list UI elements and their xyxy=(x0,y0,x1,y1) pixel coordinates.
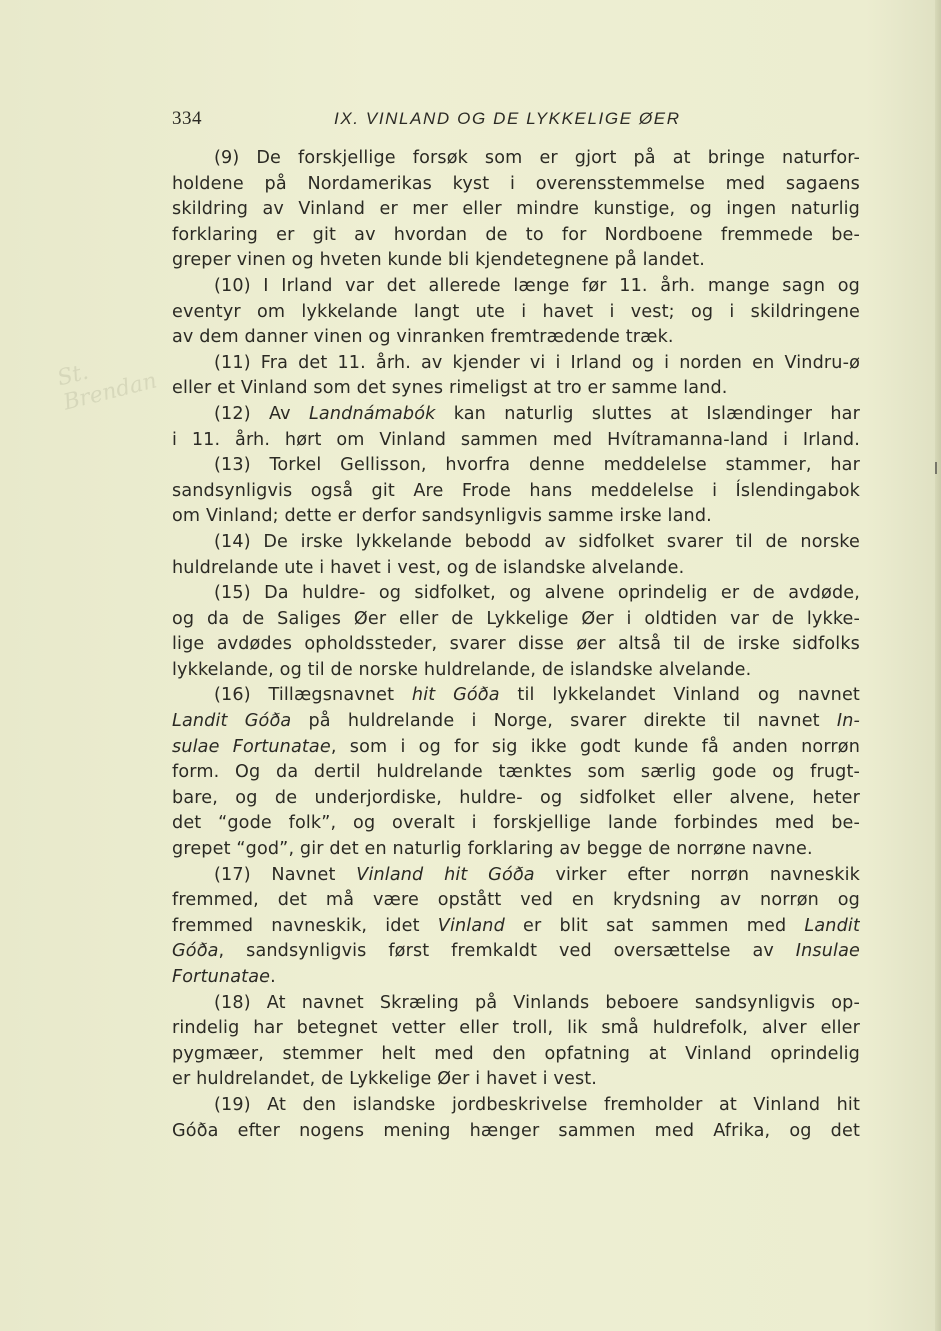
italic-term: hit Góða xyxy=(411,685,500,706)
italic-term: Landnámabók xyxy=(308,403,436,424)
text-line: det “gode folk”, og overalt i forskjellige lande forbindes med be- xyxy=(172,813,860,834)
italic-term: Vinland xyxy=(437,915,505,936)
text-line xyxy=(172,914,860,940)
text-run: , sandsynligvis først fremkaldt ved oversættelse av xyxy=(218,941,796,962)
note-paragraph-start: (9) De forskjellige forsøk som er gjort på at bringe naturfor- xyxy=(214,148,860,168)
page-header xyxy=(172,108,862,134)
text-run: (12) Av xyxy=(214,403,309,424)
italic-term: Insulae xyxy=(795,941,860,962)
text-line: lige avdødes opholdssteder, svarer disse øer altså til de irske sidfolks xyxy=(172,634,860,655)
text-line: eller et Vinland som det synes rimeligst at tro er samme land. xyxy=(172,378,728,399)
text-line: fremmed, det må være opstått ved en krydsning av norrøn og xyxy=(172,890,860,911)
page-number: 334 xyxy=(172,108,202,129)
note-paragraph-start: (13) Torkel Gellisson, hvorfra denne meddelelse stammer, har xyxy=(214,455,860,476)
margin-mark xyxy=(935,462,937,474)
text-run: (17) Navnet xyxy=(214,864,357,885)
text-line xyxy=(172,735,860,761)
text-line: eventyr om lykkelande langt ute i havet i vest; og i skildringene xyxy=(172,301,860,322)
text-run: fremmed navneskik, idet xyxy=(172,915,438,936)
text-line: pygmæer, stemmer helt med den opfatning at Vinland oprindelig xyxy=(172,1043,860,1064)
italic-term: sulae Fortunatae xyxy=(172,736,331,757)
italic-term: Vinland hit Góða xyxy=(356,864,535,885)
text-line: greper vinen og hveten kunde bli kjendetegnene på landet. xyxy=(172,250,705,271)
text-line: rindelig har betegnet vetter eller troll, lik små huldrefolk, alver eller xyxy=(172,1018,860,1039)
italic-term: Landit Góða xyxy=(172,711,292,732)
text-line: form. Og da dertil huldrelande tænktes som særlig gode og frugt- xyxy=(172,762,860,783)
note-paragraph-start: (10) I Irland var det allerede længe før 11. årh. mange sagn og xyxy=(214,275,860,296)
text-run: til lykkelandet Vinland og navnet xyxy=(499,685,860,706)
text-run: er blit sat sammen med xyxy=(504,915,805,936)
italic-term: Fortunatae xyxy=(172,967,271,987)
text-line: Góða efter nogens mening hænger sammen med Afrika, og det xyxy=(172,1120,860,1141)
text-line: huldrelande ute i havet i vest, og de islandske alvelande. xyxy=(172,557,685,578)
note-paragraph-start xyxy=(172,402,860,428)
italic-term: In- xyxy=(836,711,860,732)
note-paragraph-start: (11) Fra det 11. årh. av kjender vi i Irland og i norden en Vindru-ø xyxy=(214,352,860,373)
text-line: er huldrelandet, de Lykkelige Øer i havet i vest. xyxy=(172,1069,598,1090)
text-line: lykkelande, og til de norske huldrelande, de islandske alvelande. xyxy=(172,659,752,680)
italic-term: Landit xyxy=(804,915,860,936)
notes-body xyxy=(172,146,860,1144)
text-run: kan naturlig sluttes at Islændinger har xyxy=(435,403,860,424)
text-run: (16) Tillægsnavnet xyxy=(214,685,412,706)
text-line: sandsynligvis også git Are Frode hans meddelelse i Íslendingabok xyxy=(172,480,860,501)
text-line: om Vinland; dette er derfor sandsynligvis samme irske land. xyxy=(172,506,712,527)
text-line: av dem danner vinen og vinranken fremtrædende træk. xyxy=(172,327,674,348)
text-line: bare, og de underjordiske, huldre- og sidfolket eller alvene, heter xyxy=(172,787,860,808)
text-run: virker efter norrøn navneskik xyxy=(534,864,860,885)
text-line xyxy=(172,939,860,965)
text-line: i 11. årh. hørt om Vinland sammen med Hvítramanna-land i Irland. xyxy=(172,429,860,450)
running-head: IX. VINLAND OG DE LYKKELIGE ØER xyxy=(334,109,681,128)
note-paragraph-start: (14) De irske lykkelande bebodd av sidfolket svarer til de norske xyxy=(214,531,860,552)
note-paragraph-start: (19) At den islandske jordbeskrivelse fremholder at Vinland hit xyxy=(214,1094,860,1115)
text-line: grepet “god”, gir det en naturlig forklaring av begge de norrøne navne. xyxy=(172,839,813,860)
text-line: holdene på Nordamerikas kyst i overensstemmelse med sagaens xyxy=(172,173,860,194)
text-run: på huldrelande i Norge, svarer direkte til navnet xyxy=(291,711,837,732)
italic-term: Góða xyxy=(172,941,219,962)
show-through-text: St. Brendan xyxy=(54,359,160,416)
text-run: , som i og for sig ikke godt kunde få anden norrøn xyxy=(330,736,860,757)
text-run: . xyxy=(270,967,276,987)
note-paragraph-start xyxy=(172,683,860,709)
note-paragraph-start: (15) Da huldre- og sidfolket, og alvene oprindelig er de avdøde, xyxy=(214,583,860,604)
text-line: forklaring er git av hvordan de to for Nordboene fremmede be- xyxy=(172,224,860,245)
text-line xyxy=(172,709,860,735)
page-edge xyxy=(935,0,941,1331)
text-line: og da de Saliges Øer eller de Lykkelige Øer i oldtiden var de lykke- xyxy=(172,608,860,629)
note-paragraph-start: (18) At navnet Skræling på Vinlands beboere sandsynligvis op- xyxy=(214,992,860,1013)
text-line: skildring av Vinland er mer eller mindre kunstige, og ingen naturlig xyxy=(172,199,860,220)
note-paragraph-start xyxy=(172,863,860,889)
text-line xyxy=(172,965,860,991)
